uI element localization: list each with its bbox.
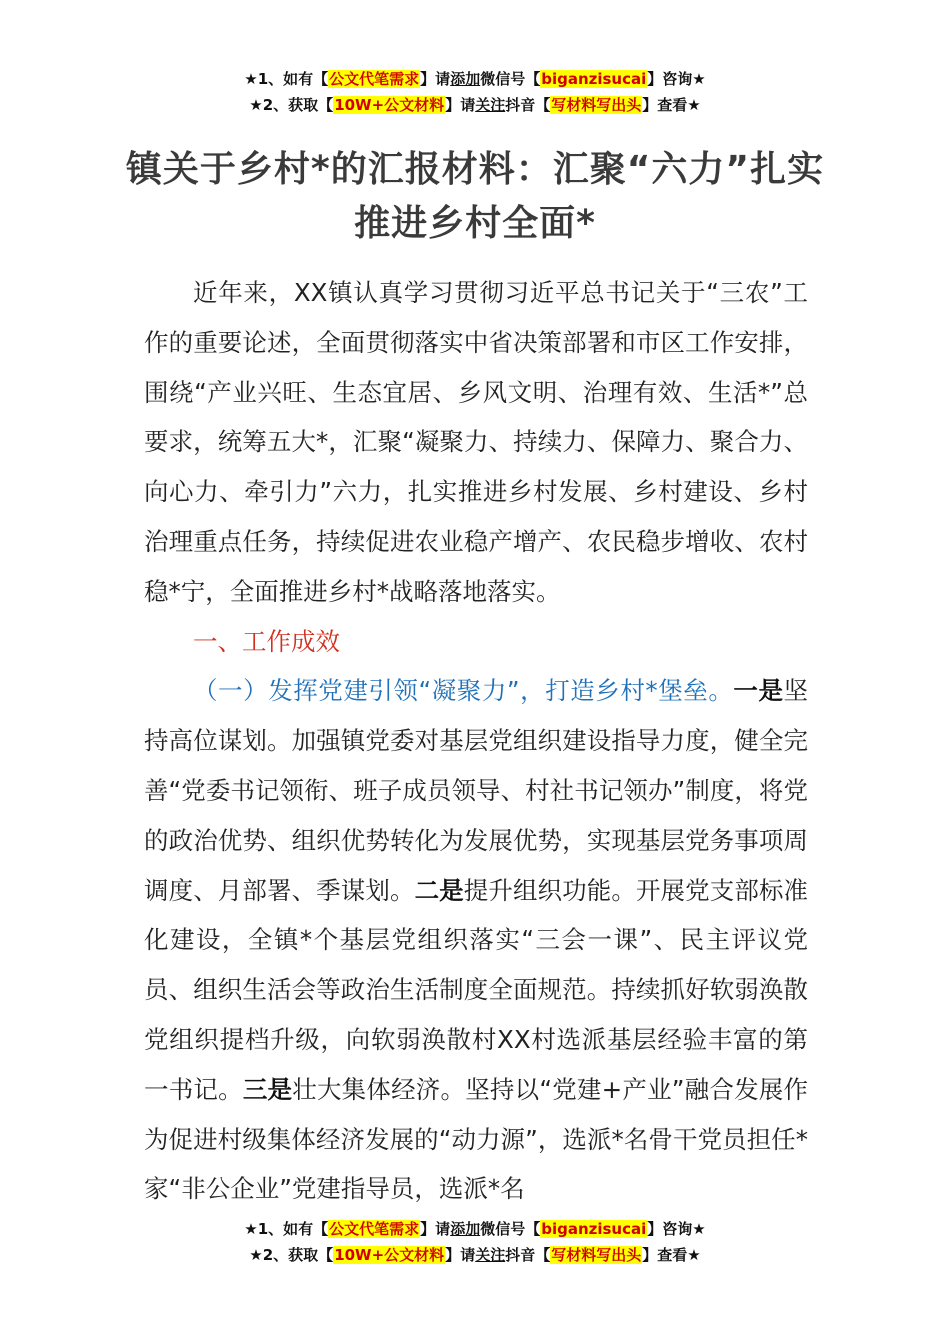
ordinal-marker: 三是 — [242, 1074, 293, 1104]
bottom-banner — [0, 1216, 950, 1268]
highlight-text: biganzisucai — [541, 70, 647, 88]
banner-line-1: ★1、如有【公文代笔需求】请添加微信号【biganzisucai】咨询★ — [244, 1220, 706, 1238]
section-heading: 一、工作成效 — [193, 626, 340, 656]
highlight-text: 公文代笔需求 — [329, 70, 420, 88]
highlight-text: biganzisucai — [541, 1220, 647, 1238]
subsection-heading: （一）发挥党建引领“凝聚力”，打造乡村*堡垒。 — [193, 676, 734, 706]
intro-paragraph: 近年来，XX镇认真学习贯彻习近平总书记关于“三农”工作的重要论述，全面贯彻落实中省决策部署和市区工作安排，围绕“产业兴旺、生态宜居、乡风文明、治理有效、生活*”总要求，统筹五大*，汇聚“凝聚力、持续力、保障力、聚合力、向心力、牵引力”六力，扎实推进乡村发展、乡村建设、乡村治理重点任务，持续促进农业稳产增产、农民稳步增收、农村稳*宁，全面推进乡村*战略落地落实。 — [144, 278, 808, 606]
highlight-text: 写材料写出头 — [551, 1246, 642, 1264]
document-title: 镇关于乡村*的汇报材料：汇聚“六力”扎实推进乡村全面* — [125, 149, 825, 244]
ordinal-marker: 二是 — [414, 875, 464, 905]
banner-line-1: ★1、如有【公文代笔需求】请添加微信号【biganzisucai】咨询★ — [244, 70, 706, 88]
ordinal-marker: 一是 — [733, 676, 784, 706]
highlight-text: 10W+公文材料 — [334, 96, 445, 114]
banner-line-2: ★2、获取【10W+公文材料】请关注抖音【写材料写出头】查看★ — [249, 1246, 701, 1264]
document-body — [144, 268, 808, 1214]
top-banner — [0, 66, 950, 118]
highlight-text: 公文代笔需求 — [329, 1220, 420, 1238]
banner-line-2: ★2、获取【10W+公文材料】请关注抖音【写材料写出头】查看★ — [249, 96, 701, 114]
section-paragraph: （一）发挥党建引领“凝聚力”，打造乡村*堡垒。一是坚持高位谋划。加强镇党委对基层党组织建设指导力度，健全完善“党委书记领衔、班子成员领导、村社书记领办”制度，将党的政治优势、组织优势转化为发展优势，实现基层党务事项周调度、月部署、季谋划。二是提升组织功能。开展党支部标准化建设，全镇*个基层党组织落实“三会一课”、民主评议党员、组织生活会等政治生活制度全面规范。持续抓好软弱涣散党组织提档升级，向软弱涣散村XX村选派基层经验丰富的第一书记。三是壮大集体经济。坚持以“党建+产业”融合发展作为促进村级集体经济发展的“动力源”，选派*名骨干党员担任*家“非公企业”党建指导员，选派*名 — [144, 676, 809, 1204]
highlight-text: 写材料写出头 — [551, 96, 642, 114]
highlight-text: 10W+公文材料 — [334, 1246, 445, 1264]
